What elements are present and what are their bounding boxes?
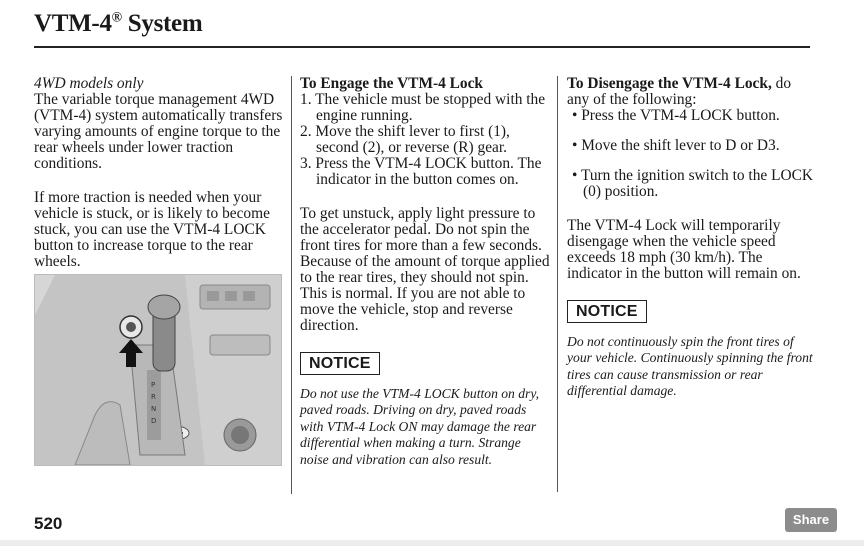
disengage-heading: To Disengage the VTM-4 Lock, do any of the following: bbox=[567, 75, 792, 108]
engage-step: 3. Press the VTM-4 LOCK button. The indicator in the button comes on. bbox=[300, 155, 542, 188]
column-disengage bbox=[567, 76, 817, 400]
vtm4-lock-illustration bbox=[34, 274, 282, 466]
models-note: 4WD models only bbox=[34, 75, 144, 92]
disengage-option: • Move the shift lever to D or D3. bbox=[572, 137, 780, 154]
svg-text:P: P bbox=[151, 381, 156, 389]
page-bottom-edge bbox=[0, 540, 864, 546]
column-engage bbox=[300, 76, 550, 468]
column-divider-2 bbox=[557, 76, 558, 492]
engage-steps bbox=[300, 92, 550, 188]
disengage-options bbox=[567, 108, 817, 200]
traction-paragraph: If more traction is needed when your vehicle is stuck, or is likely to become stuck, you can use the VTM-4 LOCK button to increase torque to the rear wheels. bbox=[34, 189, 270, 270]
share-button[interactable]: Share bbox=[785, 508, 837, 532]
notice-text: Do not use the VTM-4 LOCK button on dry, paved roads. Driving on dry, paved roads with VTM-4 Lock ON may damage the rear differential when making a turn. Strange noise and vibration can also result. bbox=[300, 386, 540, 467]
temporary-disengage-paragraph: The VTM-4 Lock will temporarily disengage when the vehicle speed exceeds 18 mph (30 km/h). The indicator in the button will remain on. bbox=[567, 217, 801, 282]
engage-heading: To Engage the VTM-4 Lock bbox=[300, 75, 483, 92]
disengage-option: • Press the VTM-4 LOCK button. bbox=[572, 107, 780, 124]
engage-step: 2. Move the shift lever to first (1), second (2), or reverse (R) gear. bbox=[300, 123, 510, 156]
column-intro bbox=[34, 76, 284, 270]
svg-text:D: D bbox=[151, 417, 157, 425]
page-number: 520 bbox=[34, 514, 63, 533]
notice-label: NOTICE bbox=[300, 352, 380, 375]
engage-step: 1. The vehicle must be stopped with the engine running. bbox=[300, 91, 546, 124]
svg-text:N: N bbox=[151, 405, 157, 413]
notice-label: NOTICE bbox=[567, 300, 647, 323]
svg-text:R: R bbox=[151, 393, 156, 401]
page-title: VTM-4® System bbox=[34, 10, 203, 37]
unstuck-paragraph: To get unstuck, apply light pressure to the accelerator pedal. Do not spin the front tires for more than a few seconds. Because of the amount of torque applied to the rear tires, they should not spin. This is normal. If you are not able to move the vehicle, stop and reverse direction. bbox=[300, 205, 550, 334]
header-rule bbox=[34, 46, 810, 48]
notice-text: Do not continuously spin the front tires of your vehicle. Continuously spinning the front tires can cause transmission or rear differential damage. bbox=[567, 334, 813, 399]
intro-paragraph: The variable torque management 4WD (VTM-4) system automatically transfers varying amounts of engine torque to the rear wheels under lower traction conditions. bbox=[34, 91, 283, 172]
disengage-option: • Turn the ignition switch to the LOCK (0) position. bbox=[572, 167, 813, 200]
column-divider-1 bbox=[291, 76, 292, 494]
